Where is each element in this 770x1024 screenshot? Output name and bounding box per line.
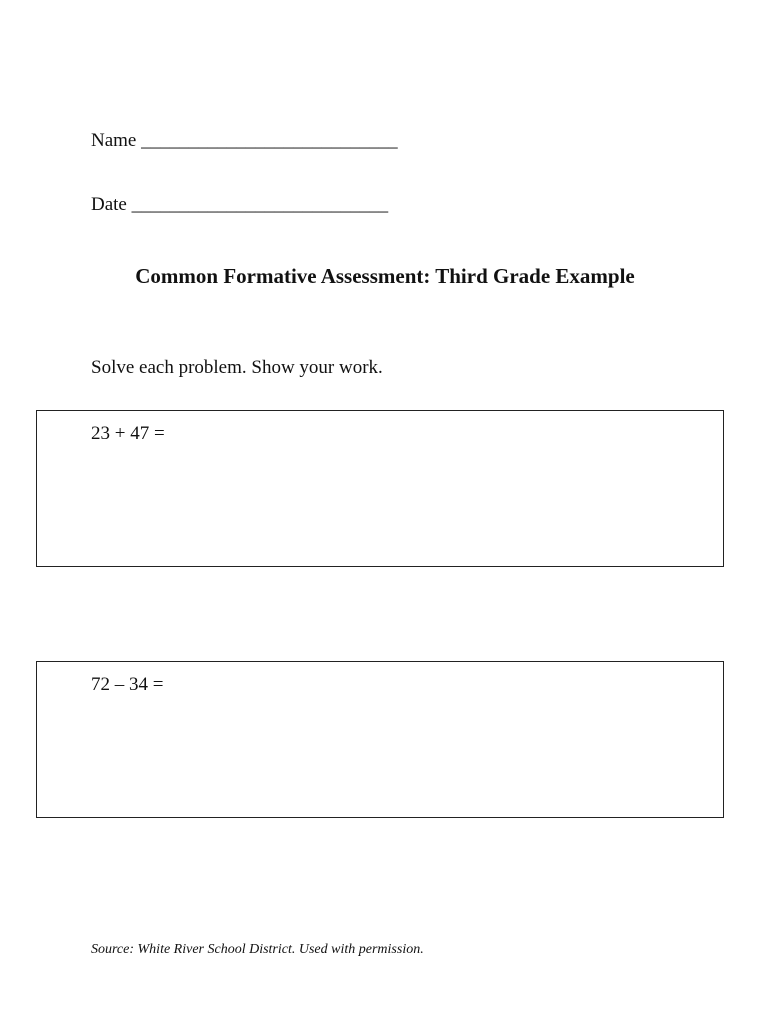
problem-box-1[interactable]	[36, 410, 724, 567]
problem-box-2[interactable]	[36, 661, 724, 818]
source-note: Source: White River School District. Used with permission.	[91, 942, 424, 957]
problem-1-text: 23 + 47 =	[91, 423, 165, 444]
problem-2-text: 72 – 34 =	[91, 674, 164, 695]
date-field[interactable]: Date ___________________________	[91, 194, 389, 215]
instructions: Solve each problem. Show your work.	[91, 357, 383, 378]
page-title: Common Formative Assessment: Third Grade Example	[135, 264, 635, 288]
name-field[interactable]: Name ___________________________	[91, 130, 398, 151]
